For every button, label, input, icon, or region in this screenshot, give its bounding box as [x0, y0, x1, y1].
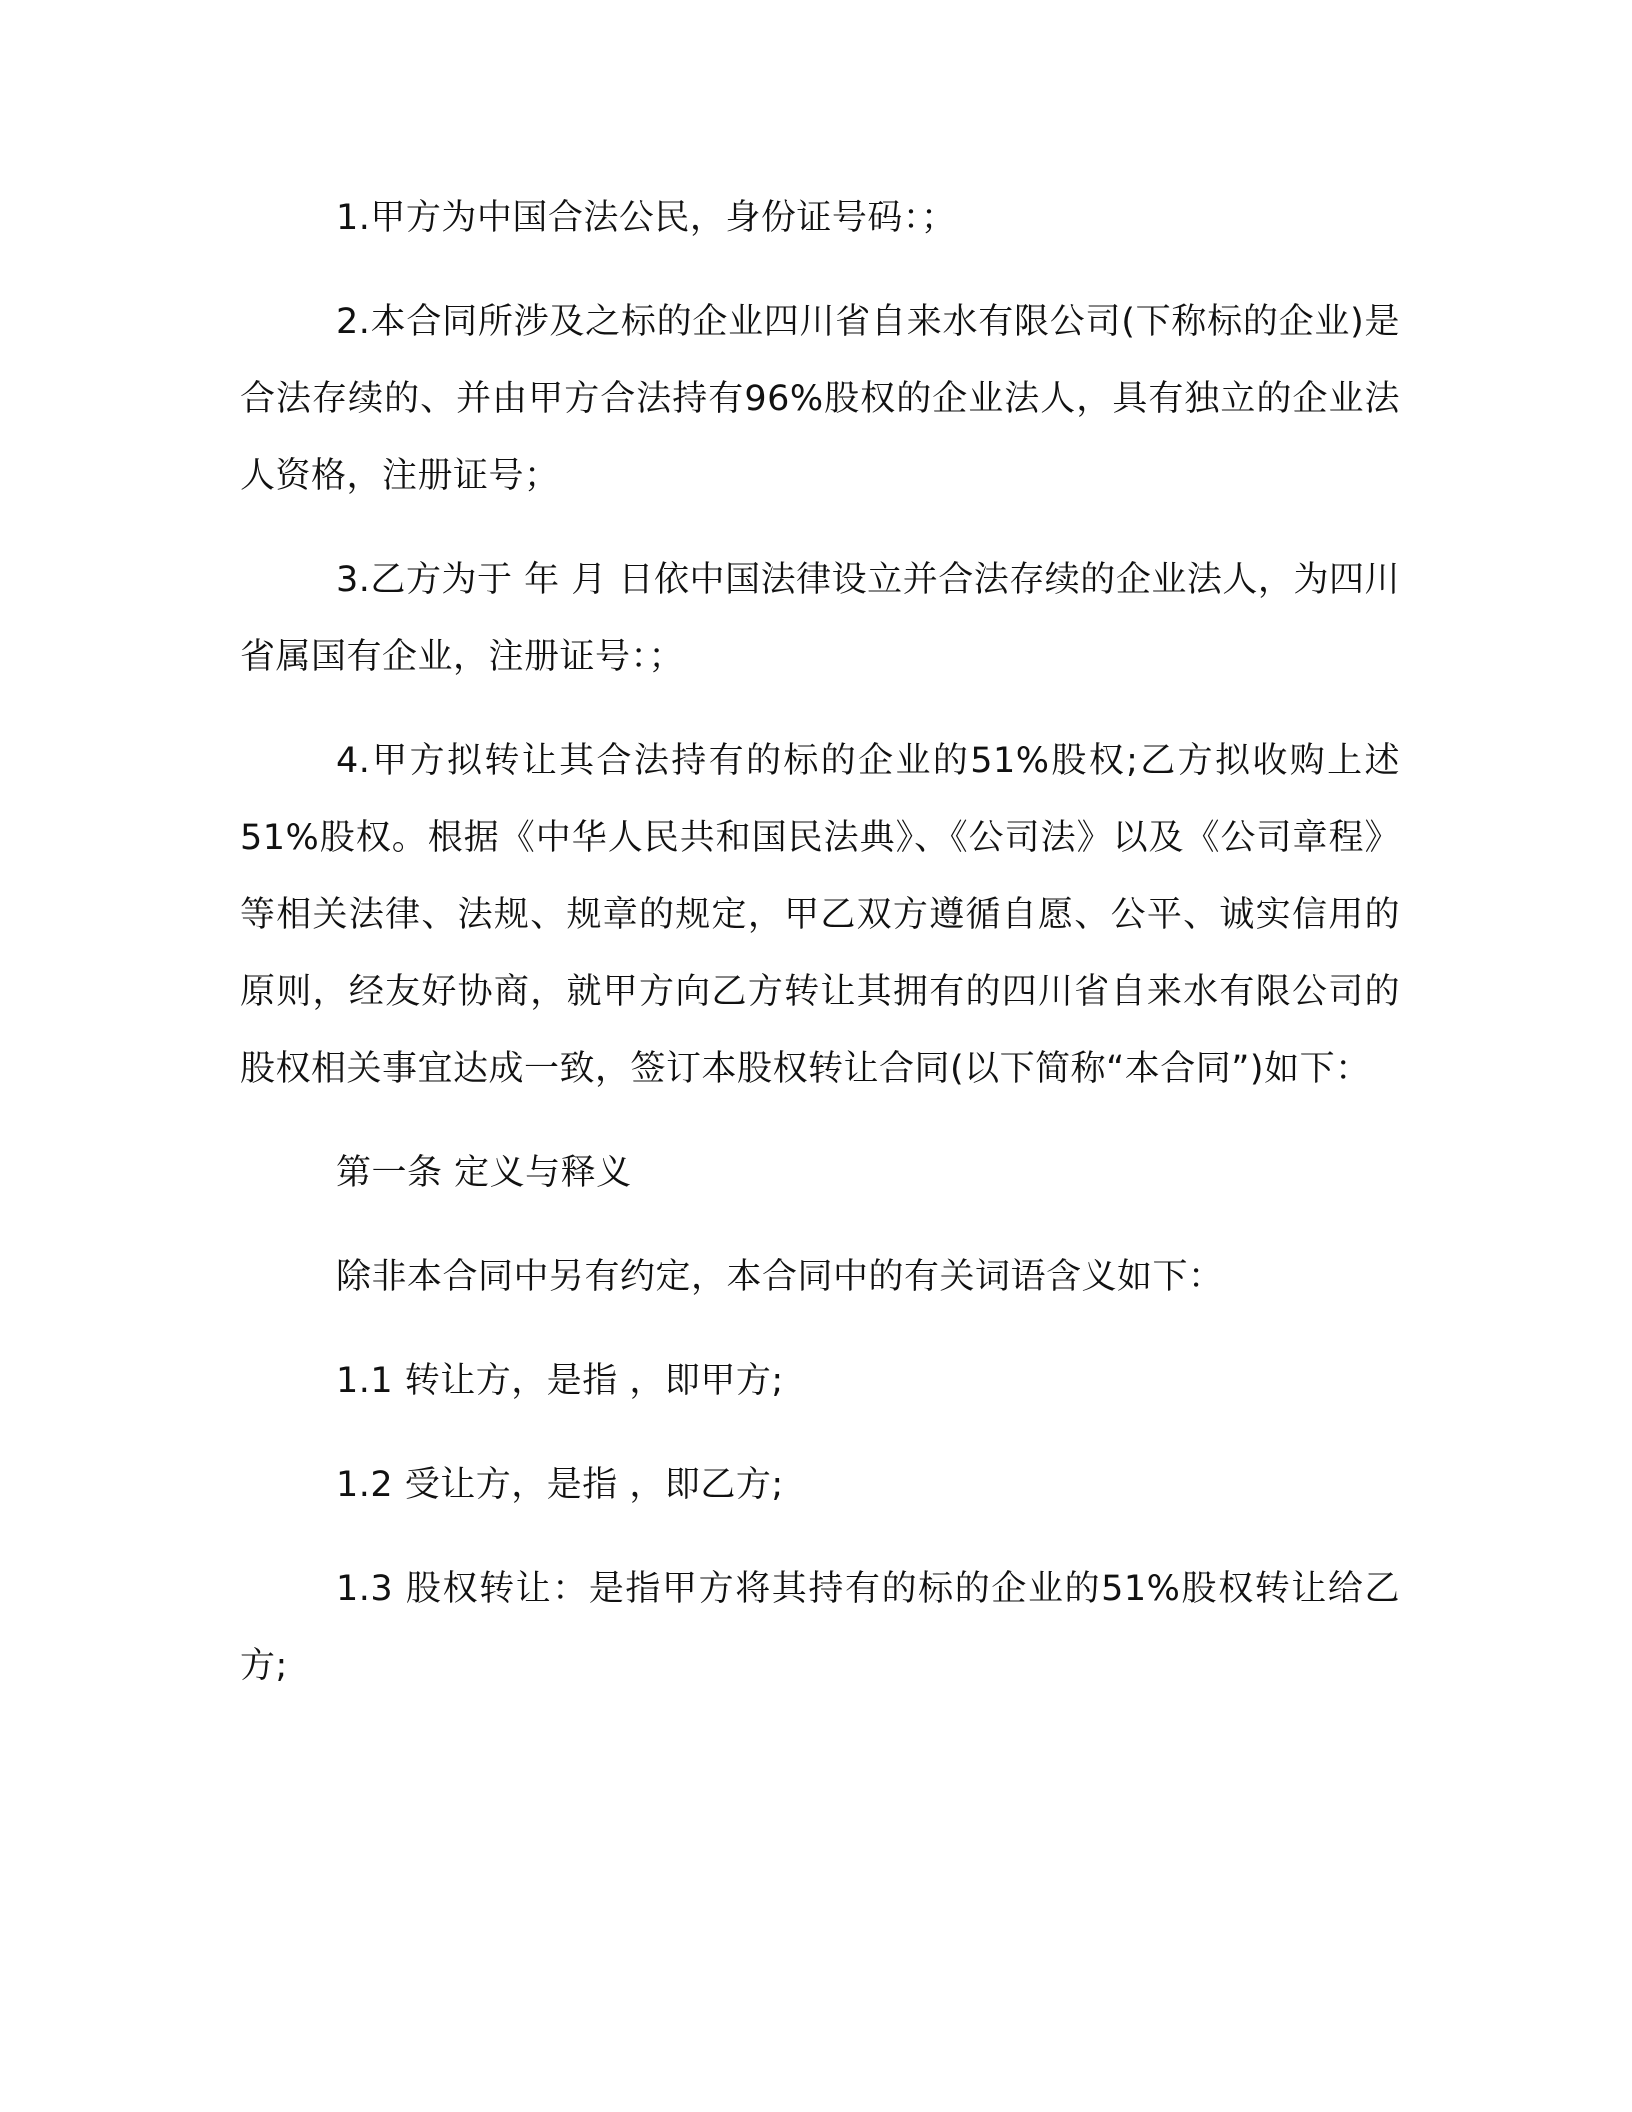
definition-equity-transfer: 1.3 股权转让：是指甲方将其持有的标的企业的51%股权转让给乙方;	[240, 1569, 1400, 1686]
paragraph-target-company: 2.本合同所涉及之标的企业四川省自来水有限公司(下称标的企业)是合法存续的、并由甲方合法持有96%股权的企业法人，具有独立的企业法人资格，注册证号；	[240, 302, 1400, 496]
document-body	[240, 180, 1400, 1732]
definition-transferor: 1.1 转让方，是指 ，即甲方;	[336, 1361, 784, 1401]
paragraph-definitions-intro: 除非本合同中另有约定，本合同中的有关词语含义如下：	[336, 1257, 1224, 1297]
paragraph-party-a-identity: 1.甲方为中国合法公民，身份证号码：；	[336, 198, 957, 238]
paragraph-party-b-identity: 3.乙方为于 年 月 日依中国法律设立并合法存续的企业法人，为四川省属国有企业，注册证号：；	[240, 560, 1400, 677]
article-one-heading: 第一条 定义与释义	[336, 1153, 632, 1193]
definition-transferee: 1.2 受让方，是指 ，即乙方;	[336, 1465, 784, 1505]
paragraph-transfer-intent: 4.甲方拟转让其合法持有的标的企业的51%股权;乙方拟收购上述51%股权。根据《中华人民共和国民法典》、《公司法》以及《公司章程》等相关法律、法规、规章的规定，甲乙双方遵循自愿、公平、诚实信用的原则，经友好协商，就甲方向乙方转让其拥有的四川省自来水有限公司的股权相关事宜达成一致，签订本股权转让合同(以下简称“本合同”)如下：	[240, 741, 1400, 1089]
